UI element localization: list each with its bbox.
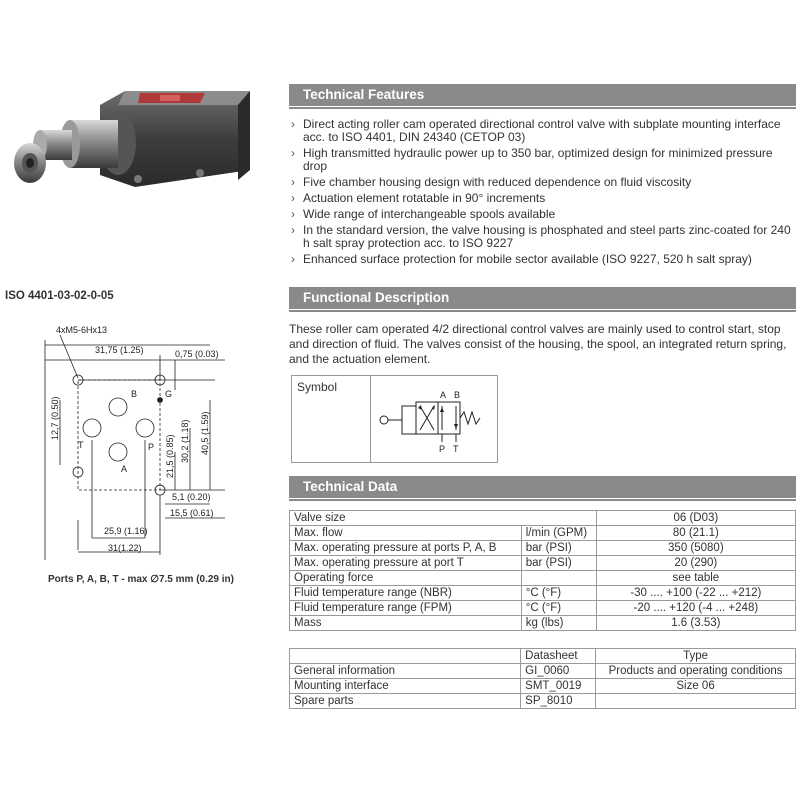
hydraulic-symbol bbox=[372, 384, 497, 456]
table-row bbox=[290, 649, 796, 664]
table-cell: Products and operating conditions bbox=[596, 664, 796, 679]
technical-features-header: Technical Features bbox=[289, 84, 796, 106]
dim-075-text: 0,75 (0.03) bbox=[175, 349, 219, 359]
port-a-label: A bbox=[121, 464, 128, 474]
table-cell: bar (PSI) bbox=[521, 541, 596, 556]
table-row bbox=[290, 694, 796, 709]
table-cell: see table bbox=[596, 571, 795, 586]
table-cell: 06 (D03) bbox=[596, 511, 795, 526]
table-row bbox=[290, 616, 796, 631]
ports-label: Ports P, A, B, T - max ∅7.5 mm (0.29 in) bbox=[48, 574, 234, 585]
features-list bbox=[289, 118, 794, 269]
table-cell: SMT_0019 bbox=[521, 679, 596, 694]
feature-item: › Five chamber housing design with reduced dependence on fluid viscosity bbox=[289, 176, 794, 189]
dim-215-text: 21,5 (0.85) bbox=[165, 434, 175, 478]
dim-31-text: 31(1.22) bbox=[108, 543, 142, 553]
port-b-label: B bbox=[131, 389, 138, 399]
table-cell: 1.6 (3.53) bbox=[596, 616, 795, 631]
table-cell: 350 (5080) bbox=[596, 541, 795, 556]
table-row bbox=[290, 679, 796, 694]
functional-description-header: Functional Description bbox=[289, 287, 796, 309]
table-cell: Mass bbox=[290, 616, 522, 631]
dim-259-text: 25,9 (1.16) bbox=[104, 526, 148, 536]
table-cell: Spare parts bbox=[290, 694, 521, 709]
table-cell: bar (PSI) bbox=[521, 556, 596, 571]
table-row bbox=[290, 601, 796, 616]
table-cell: Operating force bbox=[290, 571, 522, 586]
symbol-port-t: T bbox=[453, 444, 459, 454]
technical-data-header: Technical Data bbox=[289, 476, 796, 498]
dim-51-text: 5,1 (0.20) bbox=[172, 492, 211, 502]
feature-item: › Wide range of interchangeable spools available bbox=[289, 208, 794, 221]
dim-3175-text: 31,75 (1.25) bbox=[95, 345, 144, 355]
table-cell: °C (°F) bbox=[521, 586, 596, 601]
feature-item: › Direct acting roller cam operated directional control valve with subplate mounting interface acc. to ISO 4401, DIN 24340 (CETOP 03) bbox=[289, 118, 794, 144]
table-cell: SP_8010 bbox=[521, 694, 596, 709]
table-cell: 80 (21.1) bbox=[596, 526, 795, 541]
dim-155-text: 15,5 (0.61) bbox=[170, 508, 214, 518]
dim-405-text: 40,5 (1.59) bbox=[200, 411, 210, 455]
table-cell: Fluid temperature range (FPM) bbox=[290, 601, 522, 616]
table-cell: -30 .... +100 (-22 ... +212) bbox=[596, 586, 795, 601]
table-row bbox=[290, 571, 796, 586]
table-cell bbox=[596, 694, 796, 709]
table-cell: Max. operating pressure at ports P, A, B bbox=[290, 541, 522, 556]
table-cell: Valve size bbox=[290, 511, 597, 526]
feature-item: › Actuation element rotatable in 90° increments bbox=[289, 192, 794, 205]
table-cell: -20 .... +120 (-4 ... +248) bbox=[596, 601, 795, 616]
table-cell: Fluid temperature range (NBR) bbox=[290, 586, 522, 601]
port-g-label: G bbox=[165, 389, 173, 399]
table-cell: General information bbox=[290, 664, 521, 679]
table-cell: °C (°F) bbox=[521, 601, 596, 616]
table-cell: 20 (290) bbox=[596, 556, 795, 571]
mounting-interface-drawing bbox=[0, 300, 285, 575]
table-row bbox=[290, 556, 796, 571]
table-cell bbox=[290, 649, 521, 664]
table-cell: Max. operating pressure at port T bbox=[290, 556, 522, 571]
dim-127-text: 12,7 (0.50) bbox=[50, 396, 60, 440]
feature-item: › High transmitted hydraulic power up to 350 bar, optimized design for minimized pressure drop bbox=[289, 147, 794, 173]
symbol-box bbox=[291, 375, 498, 463]
table-row bbox=[290, 511, 796, 526]
table-cell bbox=[521, 571, 596, 586]
table-cell: GI_0060 bbox=[521, 664, 596, 679]
feature-item: › Enhanced surface protection for mobile sector available (ISO 9227, 520 h salt spray) bbox=[289, 253, 794, 266]
documents-table bbox=[289, 648, 796, 709]
feature-item: › In the standard version, the valve housing is phosphated and steel parts zinc-coated for 240 h salt spray protection acc. to ISO 9227 bbox=[289, 224, 794, 250]
table-header-cell: Type bbox=[596, 649, 796, 664]
symbol-label: Symbol bbox=[297, 380, 338, 394]
port-t-label: T bbox=[78, 440, 84, 450]
valve-product-image bbox=[0, 75, 285, 205]
technical-data-table bbox=[289, 510, 796, 631]
table-header-cell: Datasheet bbox=[521, 649, 596, 664]
dim-302-text: 30,2 (1.18) bbox=[180, 419, 190, 463]
table-row bbox=[290, 526, 796, 541]
table-cell: Mounting interface bbox=[290, 679, 521, 694]
symbol-port-b: B bbox=[454, 390, 461, 400]
table-cell: Size 06 bbox=[596, 679, 796, 694]
port-p-label: P bbox=[148, 442, 155, 452]
table-row bbox=[290, 541, 796, 556]
thread-spec-text: 4xM5-6Hx13 bbox=[56, 325, 108, 335]
table-cell: kg (lbs) bbox=[521, 616, 596, 631]
table-cell: Max. flow bbox=[290, 526, 522, 541]
functional-description-text: These roller cam operated 4/2 directional control valves are mainly used to control start, stop and direction of fluid. The valves consist of the housing, the spool, an integrated return spring, and the actuation element. bbox=[289, 322, 787, 366]
symbol-port-p: P bbox=[439, 444, 446, 454]
table-cell: l/min (GPM) bbox=[521, 526, 596, 541]
table-row bbox=[290, 586, 796, 601]
table-row bbox=[290, 664, 796, 679]
symbol-port-a: A bbox=[440, 390, 447, 400]
iso-code-label: ISO 4401-03-02-0-05 bbox=[5, 290, 114, 302]
